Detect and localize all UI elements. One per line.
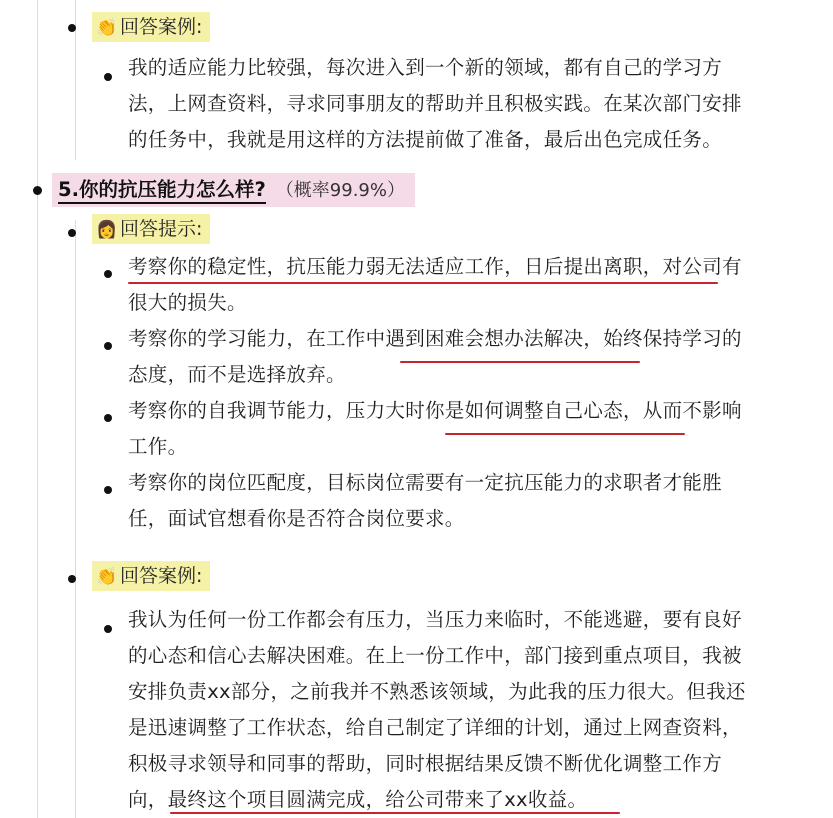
hint-line: 态度，而不是选择放弃。 [128, 363, 346, 386]
indent-guide-outer [37, 0, 38, 818]
hint-line: 任，面试官想看你是否符合岗位要求。 [128, 507, 465, 530]
answer-case-line: 积极寻求领导和同事的帮助，同时根据结果反馈不断优化调整工作方 [128, 752, 723, 775]
answer-case-line: 我认为任何一份工作都会有压力，当压力来临时，不能逃避，要有良好 [128, 608, 742, 631]
bullet [68, 24, 76, 32]
answer-case-line: 是迅速调整了工作状态，给自己制定了详细的计划，通过上网查资料， [128, 716, 742, 739]
answer-case-line: 我的适应能力比较强，每次进入到一个新的领域，都有自己的学习方 [128, 56, 723, 79]
indent-guide-inner [75, 220, 76, 818]
red-underline [445, 433, 685, 435]
answer-case-label: 👏 回答案例: [92, 12, 210, 42]
hint-line: 考察你的学习能力，在工作中遇到困难会想办法解决，始终保持学习的 [128, 327, 742, 350]
answer-case-line: 的心态和信心去解决困难。在上一份工作中，部门接到重点项目，我被 [128, 644, 742, 667]
indent-guide-inner [75, 0, 76, 160]
answer-case-line: 安排负责xx部分，之前我并不熟悉该领域，为此我的压力很大。但我还 [128, 680, 746, 703]
answer-case-line: 向，最终这个项目圆满完成，给公司带来了xx收益。 [128, 788, 588, 811]
bullet [104, 73, 112, 81]
clapping-hands-icon: 👏 [96, 567, 118, 587]
bullet [104, 270, 112, 278]
question-title: 5.你的抗压能力怎么样? [58, 178, 266, 204]
hint-line: 工作。 [128, 435, 188, 458]
clapping-hands-icon: 👏 [96, 18, 118, 38]
red-underline [170, 812, 620, 814]
hint-line: 很大的损失。 [128, 291, 247, 314]
bullet [68, 575, 76, 583]
red-underline [400, 361, 640, 363]
question-heading [52, 173, 415, 207]
red-underline [128, 282, 718, 284]
hint-line: 考察你的岗位匹配度，目标岗位需要有一定抗压能力的求职者才能胜 [128, 471, 723, 494]
bullet [104, 414, 112, 422]
answer-case-line: 的任务中，我就是用这样的方法提前做了准备，最后出色完成任务。 [128, 128, 723, 151]
bullet [104, 342, 112, 350]
bullet [68, 229, 76, 237]
bullet [104, 486, 112, 494]
answer-case-line: 法，上网查资料，寻求同事朋友的帮助并且积极实践。在某次部门安排 [128, 92, 742, 115]
answer-hint-label: 👩 回答提示: [92, 214, 210, 244]
question-probability: （概率99.9%） [275, 180, 405, 201]
woman-face-icon: 👩 [96, 220, 118, 240]
answer-case-label: 👏 回答案例: [92, 561, 210, 591]
bullet [33, 186, 42, 195]
bullet [104, 625, 112, 633]
hint-line: 考察你的自我调节能力，压力大时你是如何调整自己心态，从而不影响 [128, 399, 742, 422]
hint-line: 考察你的稳定性，抗压能力弱无法适应工作，日后提出离职，对公司有 [128, 255, 742, 278]
